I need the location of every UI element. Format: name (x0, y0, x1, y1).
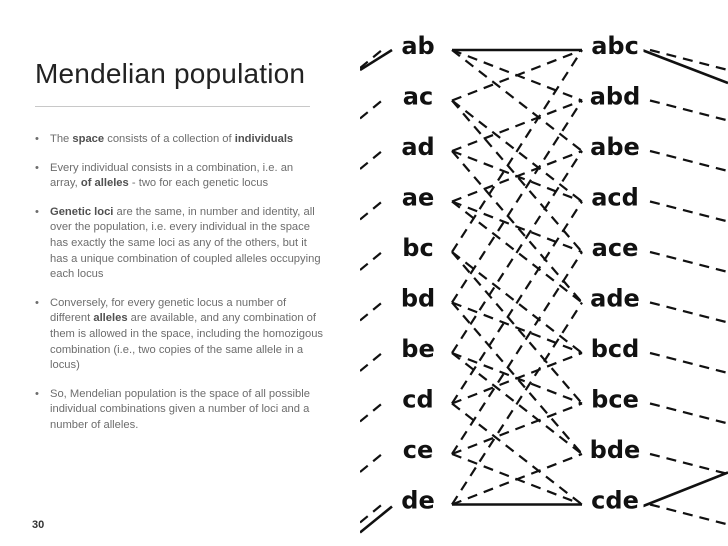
right-outer-edge (650, 101, 728, 121)
node-de: de (401, 486, 435, 515)
right-outer-solid (642, 50, 728, 83)
node-ce: ce (402, 436, 434, 464)
bullet-text: Conversely, for every genetic locus a number of different alleles are available, and any combination of them is allowed in the space, including the homozigous combination (i.e., two copies of the same allele in a locus) (50, 296, 324, 372)
left-outer-edge (360, 505, 382, 523)
edge-bc-abc (452, 50, 582, 252)
edge-de-ade (452, 303, 582, 505)
right-outer-edge (650, 252, 728, 272)
node-ade: ade (590, 284, 640, 313)
left-outer-edge (360, 303, 382, 321)
right-outer-edge (650, 505, 728, 525)
right-outer-edge (650, 202, 728, 222)
node-abe: abe (590, 133, 640, 161)
bullet-item (33, 161, 323, 192)
node-acd: acd (591, 183, 639, 212)
node-bde: bde (589, 436, 641, 464)
edge-cd-cde (452, 404, 582, 505)
node-ab: ab (401, 32, 435, 60)
bullet-text: Genetic loci are the same, in number and identity, all over the population, i.e. every individual in the space has exactly the same loci as any of the others, but it has a unique combination of coupled alleles occupying each locus (50, 205, 321, 281)
left-outer-edge (360, 151, 382, 169)
node-be: be (401, 335, 435, 363)
edge-ce-bce (452, 404, 582, 455)
node-abc: abc (591, 32, 639, 60)
left-outer-edge (360, 252, 382, 270)
edge-cd-acd (452, 202, 582, 404)
right-outer-edge (650, 404, 728, 424)
edge-bd-bcd (452, 303, 582, 354)
allele-combination-diagram (360, 20, 728, 546)
bullet-dot-icon: • (35, 133, 39, 145)
bullet-dot-icon: • (35, 161, 39, 174)
bullet-text: The space consists of a collection of individuals (50, 133, 294, 145)
right-outer-solid (642, 473, 728, 507)
bullet-dot-icon: • (35, 387, 39, 400)
left-outer-edge (360, 454, 382, 472)
right-outer-edge (650, 303, 728, 323)
node-bd: bd (400, 284, 436, 313)
right-outer-edge (650, 353, 728, 373)
edge-be-abe (452, 151, 582, 353)
slide-title: Mendelian population (35, 58, 306, 89)
right-outer-edge (650, 151, 728, 171)
node-bc: bc (402, 234, 434, 262)
bullet-dot-icon: • (35, 296, 39, 309)
left-outer-edge (360, 404, 382, 422)
node-cde: cde (591, 486, 639, 515)
node-ad: ad (401, 133, 435, 161)
edge-ae-ace (452, 202, 582, 253)
edge-ad-abd (452, 101, 582, 152)
node-cd: cd (402, 385, 434, 414)
left-outer-edge (360, 202, 382, 220)
bullet-item (33, 205, 323, 283)
bullet-item (33, 132, 323, 148)
node-bce: bce (591, 385, 639, 414)
left-outer-edge (360, 353, 382, 371)
right-outer-edge (650, 454, 728, 474)
bullet-list (33, 132, 323, 447)
node-ae: ae (401, 183, 435, 212)
node-bcd: bcd (590, 335, 640, 363)
left-outer-solid (360, 50, 392, 70)
title-divider (35, 106, 310, 107)
node-abd: abd (589, 82, 641, 111)
node-ac: ac (402, 82, 434, 111)
left-outer-edge (360, 101, 382, 119)
page-number: 30 (32, 519, 45, 531)
bullet-text: So, Mendelian population is the space of all possible individual combinations given a number of loci and a number of alleles. (50, 387, 310, 431)
bullet-item (33, 296, 323, 374)
edge-ce-ace (452, 252, 582, 454)
bullet-text: Every individual consists in a combination, i.e. an array, of alleles - two for each genetic locus (50, 161, 294, 190)
bullet-dot-icon: • (35, 205, 39, 218)
bullet-item (33, 387, 323, 434)
edge-bd-abd (452, 101, 582, 303)
node-ace: ace (591, 234, 639, 262)
edge-ab-abe (452, 50, 582, 151)
